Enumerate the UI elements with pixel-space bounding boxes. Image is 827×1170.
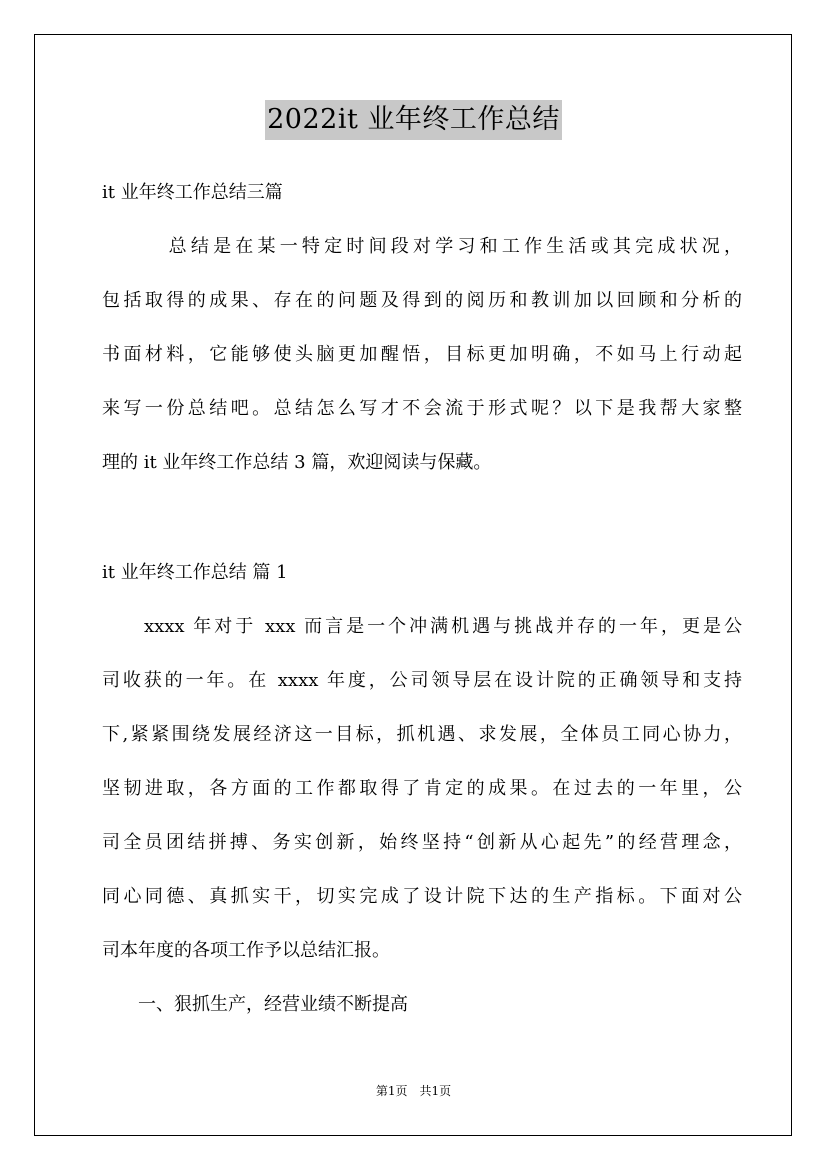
body-line: 司全员团结拼搏、务实创新，始终坚持“创新从心起先”的经营理念， bbox=[102, 832, 742, 853]
intro-paragraph bbox=[102, 235, 742, 505]
document-subtitle: it 业年终工作总结三篇 bbox=[102, 182, 283, 203]
document-title: 2022it 业年终工作总结 bbox=[265, 100, 562, 140]
subheading: 一、狠抓生产，经营业绩不断提高 bbox=[102, 994, 408, 1015]
body-line: 司本年度的各项工作予以总结汇报。 bbox=[102, 940, 390, 961]
body-line: xxxx 年对于 xxx 而言是一个冲满机遇与挑战并存的一年，更是公 bbox=[102, 616, 742, 637]
body-line: 同心同德、真抓实干，切实完成了设计院下达的生产指标。下面对公 bbox=[102, 886, 742, 907]
intro-line: 总结是在某一特定时间段对学习和工作生活或其完成状况， bbox=[102, 236, 742, 257]
intro-line: 包括取得的成果、存在的问题及得到的阅历和教训加以回顾和分析的 bbox=[102, 290, 742, 311]
title-container bbox=[0, 100, 827, 140]
page-footer: 第1页 共1页 bbox=[375, 1084, 452, 1098]
body-line: 司收获的一年。在 xxxx 年度，公司领导层在设计院的正确领导和支持 bbox=[102, 670, 742, 691]
body-paragraph bbox=[102, 615, 742, 993]
intro-line: 书面材料，它能够使头脑更加醒悟，目标更加明确，不如马上行动起 bbox=[102, 344, 742, 365]
body-line: 下,紧紧围绕发展经济这一目标，抓机遇、求发展，全体员工同心协力， bbox=[102, 724, 742, 745]
intro-line: 来写一份总结吧。总结怎么写才不会流于形式呢？以下是我帮大家整 bbox=[102, 398, 742, 419]
body-line: 坚韧进取，各方面的工作都取得了肯定的成果。在过去的一年里，公 bbox=[102, 778, 742, 799]
intro-line: 理的 it 业年终工作总结 3 篇，欢迎阅读与保藏。 bbox=[102, 452, 492, 473]
section-heading: it 业年终工作总结 篇 1 bbox=[102, 562, 288, 583]
